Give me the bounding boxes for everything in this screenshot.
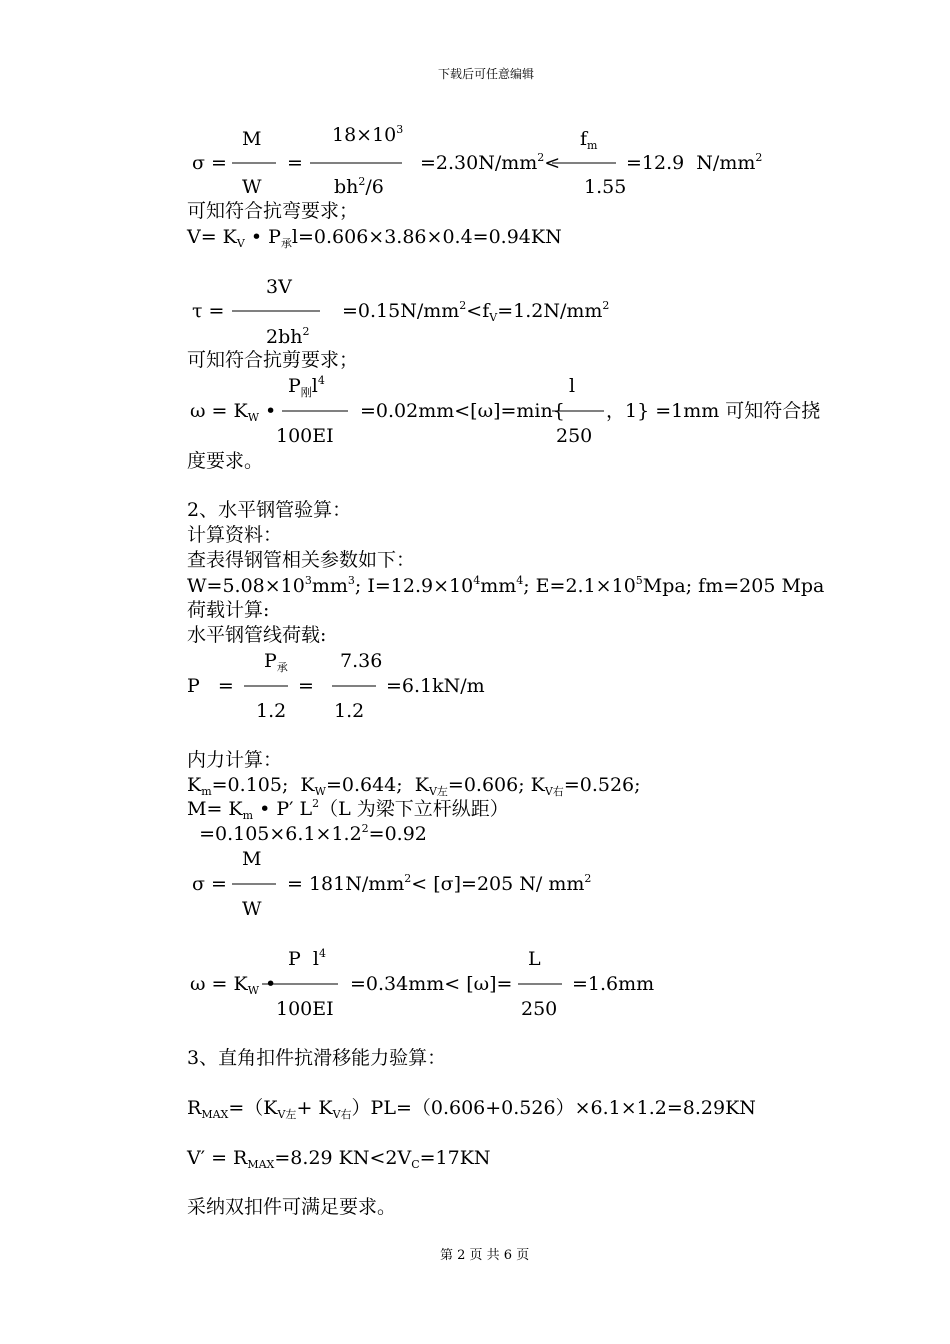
text: ）PL=（0.606+0.526）×6.1×1.2=8.29KN — [351, 1097, 756, 1119]
dot: • — [259, 400, 277, 422]
text: l=0.606×3.86×0.4=0.94KN — [291, 226, 562, 248]
fraction-bars — [244, 685, 384, 689]
omega-symbol: ω = K — [190, 400, 248, 422]
fraction-bars — [232, 883, 292, 887]
section-3-title: 3、直角扣件抗滑移能力验算： — [187, 1047, 447, 1069]
text: V′ = R — [187, 1147, 248, 1169]
result-value: =0.15N/mm — [342, 300, 460, 322]
section-2-title: 2、水平钢管验算： — [187, 499, 352, 521]
l-symbol: l — [311, 375, 318, 397]
frac-numerator: 3V — [266, 276, 292, 298]
frac-numerator: M — [242, 128, 262, 150]
num-text: P l — [288, 948, 319, 970]
subscript: V右 — [544, 785, 564, 798]
load-calc-heading: 荷载计算: — [187, 599, 270, 621]
line-load-heading: 水平钢管线荷载: — [187, 624, 327, 646]
subscript: m — [201, 785, 212, 798]
frac-numerator — [264, 650, 288, 674]
frac-numerator: 7.36 — [340, 650, 383, 672]
equals-sign: = — [298, 675, 314, 697]
den-text: 2bh — [266, 326, 303, 348]
equals-sign: = — [287, 152, 303, 174]
subscript: V左 — [428, 785, 448, 798]
shear-check-text: 可知符合抗剪要求； — [187, 349, 359, 371]
moment-line — [187, 797, 509, 822]
result-text: =6.1kN/m — [386, 675, 485, 697]
superscript: 3 — [347, 574, 355, 587]
result-text — [342, 299, 610, 324]
fraction-bars — [232, 310, 332, 314]
fm-symbol: f — [580, 128, 588, 150]
internal-force-heading: 内力计算： — [187, 749, 283, 771]
result-text: =0.02mm<[ω]=min{ — [360, 400, 565, 422]
superscript: 2 — [537, 151, 545, 164]
text: =17KN — [419, 1147, 491, 1169]
subscript: V — [489, 311, 498, 324]
superscript: 5 — [635, 574, 643, 587]
moment-value-line — [187, 822, 427, 845]
page-header: 下载后可任意编辑 — [438, 67, 535, 81]
superscript: 2 — [404, 872, 412, 885]
superscript: 2 — [584, 872, 592, 885]
shear-force-line — [187, 226, 562, 250]
result-value: =2.30N/mm — [420, 152, 538, 174]
text: =0.606; K — [447, 774, 545, 796]
omega-lead — [190, 400, 277, 424]
omega-tail: =1.6mm — [572, 973, 655, 995]
limit-value: =12.9 N/mm — [626, 152, 756, 174]
bend-check-text: 可知符合抗弯要求； — [187, 200, 359, 222]
num-value: 18×10 — [332, 124, 397, 146]
result-value: = 181N/mm — [287, 873, 405, 895]
frac-numerator: l — [569, 375, 576, 397]
text: • P′ L — [253, 798, 313, 820]
text: W=5.08×10 — [187, 575, 305, 597]
frac-denominator — [334, 175, 384, 198]
frac-denominator: 1.55 — [584, 176, 627, 198]
text: =0.644; K — [325, 774, 429, 796]
subscript: C — [411, 1158, 420, 1171]
subscript: m — [587, 139, 598, 152]
result-text — [287, 872, 592, 895]
superscript: 3 — [396, 123, 404, 136]
text: K — [187, 774, 202, 796]
vprime-line — [187, 1147, 491, 1171]
text: ; E=2.1×10 — [523, 575, 636, 597]
text: Mpa; fm=205 Mpa — [642, 575, 825, 597]
less-than: < — [544, 152, 561, 174]
frac-numerator: L — [528, 948, 541, 970]
superscript: 3 — [304, 574, 312, 587]
text: =（K — [228, 1097, 278, 1119]
coefficients-line — [187, 774, 641, 798]
frac-denominator — [266, 325, 310, 348]
text: M= K — [187, 798, 243, 820]
limit-text — [626, 151, 763, 174]
frac-numerator — [288, 947, 326, 970]
tau-symbol: τ = — [192, 300, 225, 322]
result-text — [420, 151, 561, 174]
text: • P — [244, 226, 281, 248]
subscript: m — [242, 809, 254, 822]
result-text: =0.34mm< [ω]= — [350, 973, 513, 995]
superscript: 4 — [516, 574, 524, 587]
subscript: W — [247, 411, 259, 424]
frac-denominator: 1.2 — [256, 700, 287, 722]
superscript: 4 — [317, 374, 325, 387]
text: =8.29 KN<2V — [274, 1147, 412, 1169]
p-lead: P = — [187, 675, 234, 697]
omega-symbol: ω = K — [190, 973, 248, 995]
superscript: 2 — [459, 299, 467, 312]
subscript: V — [236, 237, 245, 250]
superscript: 2 — [312, 797, 320, 810]
subscript: V右 — [332, 1108, 352, 1121]
den-tail: /6 — [365, 176, 384, 198]
subscript: MAX — [247, 1158, 275, 1171]
sigma-symbol: σ = — [192, 152, 227, 174]
superscript: 2 — [358, 175, 366, 188]
den-bh: bh — [334, 176, 359, 198]
text: mm — [480, 575, 517, 597]
frac-denominator: 100EI — [276, 998, 334, 1020]
dot: • — [259, 973, 277, 995]
superscript: 2 — [602, 299, 610, 312]
sigma-symbol: σ = — [192, 873, 227, 895]
pipe-params — [187, 574, 825, 597]
subscript: W — [247, 984, 259, 997]
limit-value: =1.2N/mm — [497, 300, 603, 322]
text: mm — [311, 575, 348, 597]
calc-data-heading: 计算资料： — [187, 524, 283, 546]
text: （L 为梁下立杆纵距） — [319, 798, 509, 820]
p-symbol: P — [264, 650, 277, 672]
text: V= K — [187, 226, 237, 248]
frac-denominator: 250 — [556, 425, 593, 447]
frac-denominator: W — [242, 176, 262, 198]
text: R — [187, 1097, 202, 1119]
subscript: 承 — [276, 661, 288, 674]
superscript: 4 — [318, 947, 326, 960]
p-symbol: P — [288, 375, 301, 397]
subscript: W — [314, 785, 326, 798]
frac-numerator — [332, 123, 404, 146]
frac-denominator: 250 — [521, 998, 558, 1020]
text: <f — [466, 300, 490, 322]
text: =0.105×6.1×1.2 — [187, 823, 362, 845]
superscript: 4 — [473, 574, 481, 587]
text: ; I=12.9×10 — [354, 575, 474, 597]
frac-denominator: 100EI — [276, 425, 334, 447]
superscript: 2 — [302, 325, 310, 338]
superscript: 2 — [755, 151, 763, 164]
deflection-check-text: 度要求。 — [187, 450, 264, 472]
limit-value: < [σ]=205 N/ mm — [411, 873, 585, 895]
frac-numerator — [580, 128, 598, 152]
frac-numerator — [288, 374, 325, 399]
omega-tail: ，1} =1mm 可知符合挠 — [606, 400, 821, 422]
frac-numerator: M — [242, 848, 262, 870]
conclusion-text: 采纳双扣件可满足要求。 — [187, 1196, 397, 1218]
rmax-line — [187, 1097, 756, 1121]
text: + K — [296, 1097, 333, 1119]
text: =0.92 — [368, 823, 427, 845]
subscript: MAX — [201, 1108, 229, 1121]
frac-denominator: 1.2 — [334, 700, 365, 722]
text: =0.105; K — [211, 774, 315, 796]
subscript: 刚 — [300, 386, 312, 399]
subscript: V左 — [277, 1108, 297, 1121]
subscript: 承 — [280, 237, 292, 250]
superscript: 2 — [361, 822, 369, 835]
page-footer: 第 2 页 共 6 页 — [440, 1248, 530, 1263]
frac-denominator: W — [242, 898, 262, 920]
text: =0.526; — [563, 774, 641, 796]
lookup-text: 查表得钢管相关参数如下： — [187, 549, 416, 571]
